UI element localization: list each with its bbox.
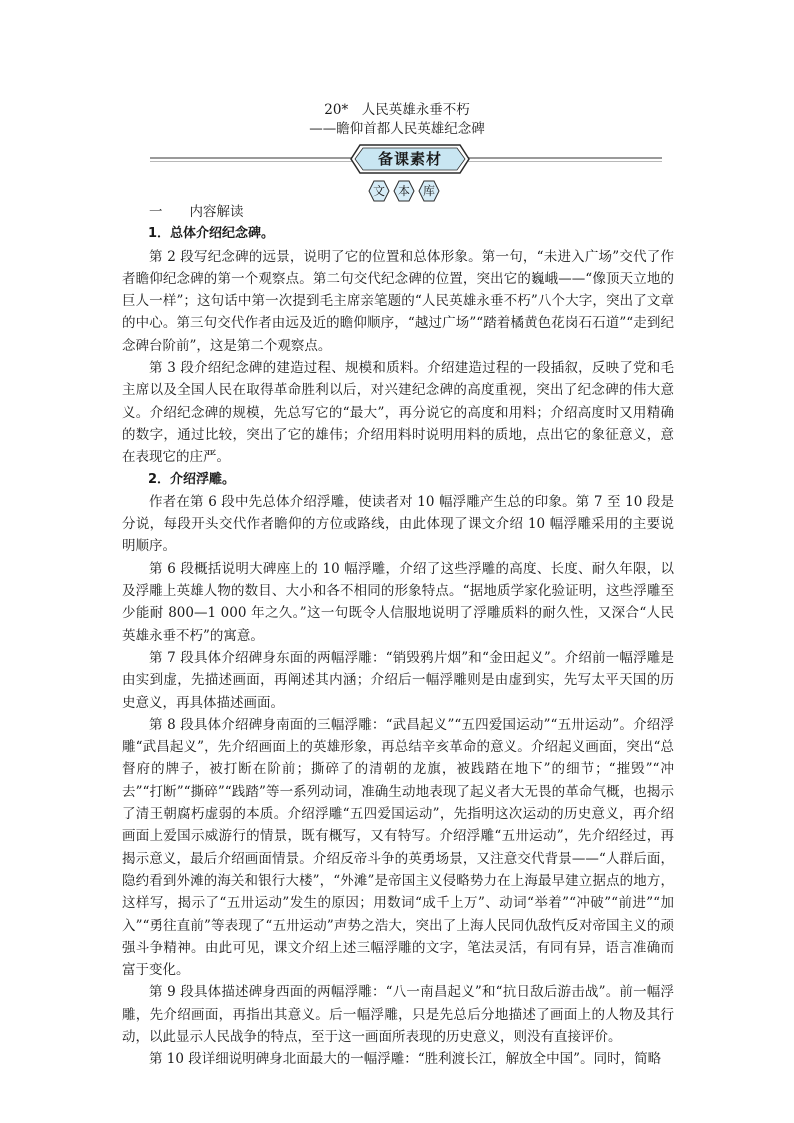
paragraph-5: 第 7 段具体介绍碑身东面的两幅浮雕：“销毁鸦片烟”和“金田起义”。介绍前一幅浮雕是由实到虚，先描述画面，再阐述其内涵；介绍后一幅浮雕则是由虚到实，先写太平天国的历史意义，再具体描述画面。 — [122, 649, 674, 711]
subheading-1: 1．总体介绍纪念碑。 — [148, 226, 275, 242]
section-banner — [350, 144, 470, 174]
paragraph-7: 第 9 段具体描述碑身西面的两幅浮雕：“八一南昌起义”和“抗日敌后游击战”。前一幅浮雕，先介绍画面，再指出其意义。后一幅浮雕，只是先总后分地描述了画面上的人物及其行动，以此显示人民战争的特点，至于这一画面所表现的历史意义，则没有直接评价。 — [122, 984, 674, 1045]
paragraph-1: 第 2 段写纪念碑的远景，说明了它的位置和总体形象。第一句，“未进入广场”交代了作者瞻仰纪念碑的第一个观察点。第二句交代纪念碑的位置，突出它的巍峨——“像顶天立地的巨人一样”；这句话中第一次提到毛主席亲笔题的“人民英雄永垂不朽”八个大字，突出了文章的中心。第三句交代作者由远及近的瞻仰顺序，“越过广场”“踏着橘黄色花岗石石道”“走到纪念碑台阶前”，这是第二个观察点。 — [122, 248, 674, 354]
section-heading: 一 内容解读 — [149, 204, 244, 220]
tag-char-1: 文 — [372, 184, 385, 198]
subheading-2: 2．介绍浮雕。 — [148, 471, 236, 487]
document-body — [122, 201, 674, 1071]
paragraph-6: 第 8 段具体介绍碑身南面的三幅浮雕：“武昌起义”“五四爱国运动”“五卅运动”。介绍浮雕“武昌起义”，先介绍画面上的英雄形象，再总结辛亥革命的意义。介绍起义画面，突出“总督府的牌子，被打断在阶前；撕碎了的清朝的龙旗，被践踏在地下”的细节；“摧毁”“冲去”“打断”“撕碎”“践踏”等一系列动词，准确生动地表现了起义者大无畏的革命气概，也揭示了清王朝腐朽虚弱的本质。介绍浮雕“五四爱国运动”，先指明这次运动的历史意义，再介绍画面上爱国示威游行的情景，既有概写，又有特写。介绍浮雕“五卅运动”，先介绍经过，再揭示意义，最后介绍画面情景。介绍反帝斗争的英勇场景，又注意交代背景——“人群后面，隐约看到外滩的海关和银行大楼”，“外滩”是帝国主义侵略势力在上海最早建立据点的地方，这样写，揭示了“五卅运动”发生的原因；用数词“成千上万”、动词“举着”“冲破”“前进”“加入”“勇往直前”等表现了“五卅运动”声势之浩大，突出了上海人民同仇敌忾反对帝国主义的顽强斗争精神。由此可见，课文介绍上述三幅浮雕的文字，笔法灵活，有同有异，语言准确而富于变化。 — [122, 716, 674, 979]
tag-hex-3 — [418, 180, 440, 202]
paragraph-8: 第 10 段详细说明碑身北面最大的一幅浮雕：“胜利渡长江，解放全中国”。同时，简略 — [149, 1051, 662, 1068]
lesson-title: 20* 人民英雄永垂不朽 — [324, 102, 470, 118]
paragraph-4: 第 6 段概括说明大碑座上的 10 幅浮雕，介绍了这些浮雕的高度、长度、耐久年限，以及浮雕上英雄人物的数目、大小和各不相同的形象特点。“据地质学家化验证明，这些浮雕至少能耐 800—1 000 年之久。”这一句既令人信服地说明了浮雕质料的耐久性，又深合“人民英雄永垂不朽”的寓意。 — [122, 560, 674, 644]
paragraph-2: 第 3 段介绍纪念碑的建造过程、规模和质料。介绍建造过程的一段插叙，反映了党和毛主席以及全国人民在取得革命胜利以后，对兴建纪念碑的高度重视，突出了纪念碑的伟大意义。介绍纪念碑的规模，先总写它的“最大”，再分说它的高度和用料；介绍高度时又用精确的数字，通过比较，突出了它的雄伟；介绍用料时说明用料的质地，点出它的象征意义，意在表现它的庄严。 — [122, 360, 674, 466]
tag-char-2: 本 — [397, 184, 410, 198]
tag-char-3: 库 — [422, 184, 435, 198]
tag-hex-2 — [393, 180, 415, 202]
text-library-tag — [368, 180, 440, 202]
paragraph-3: 作者在第 6 段中先总体介绍浮雕，使读者对 10 幅浮雕产生总的印象。第 7 至 10 段是分说，每段开头交代作者瞻仰的方位或路线，由此体现了课文介绍 10 幅浮雕采用的主要说明顺序。 — [122, 493, 674, 555]
tag-hex-1 — [368, 180, 390, 202]
lesson-subtitle: ——瞻仰首都人民英雄纪念碑 — [309, 121, 485, 137]
banner-label: 备课素材 — [377, 150, 442, 168]
